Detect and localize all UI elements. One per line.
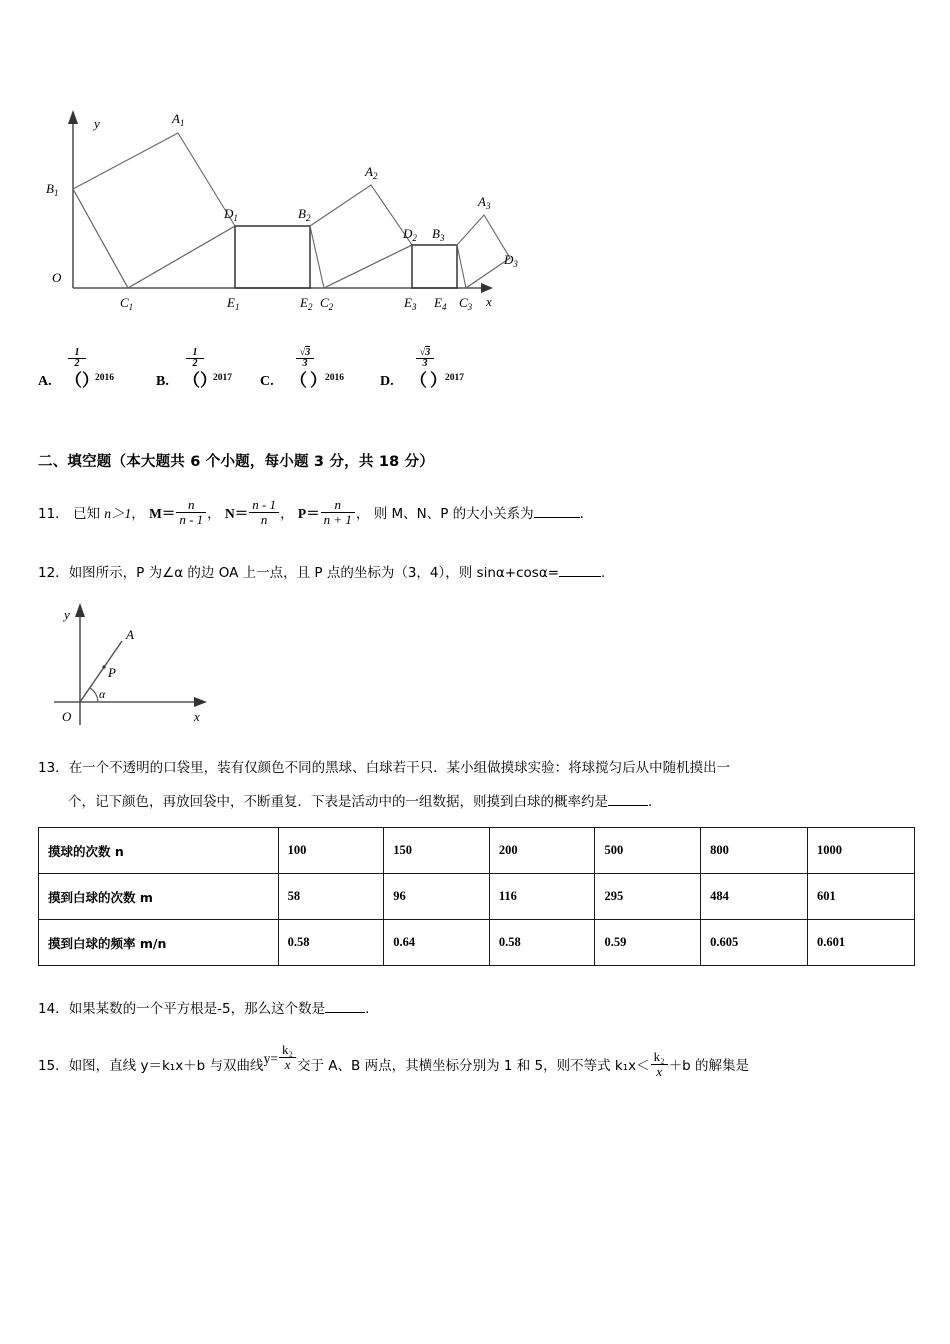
label-O: O — [62, 709, 72, 724]
row-header-trials: 摸球的次数 n — [39, 828, 279, 874]
cell-freq-3: 0.58 — [489, 920, 595, 966]
cell-white-2: 96 — [384, 874, 490, 920]
table-row — [39, 828, 915, 874]
label-D1: $D_1$ — [224, 206, 238, 223]
label-D3: $D_3$ — [504, 252, 518, 269]
x-axis-arrow — [194, 697, 207, 707]
q11-P-fraction — [321, 498, 355, 527]
point-P-marker — [102, 665, 105, 668]
q11-P-numerator: n — [334, 497, 341, 512]
square-2 — [310, 185, 412, 288]
label-B1: $B_1$ — [46, 181, 59, 198]
cell-freq-1: 0.58 — [278, 920, 384, 966]
seg-C1-D1 — [128, 226, 235, 288]
label-x: x — [486, 294, 492, 309]
cell-trials-6: 1000 — [808, 828, 915, 874]
choice-A-denominator: 2 — [74, 358, 80, 370]
q15-part1: 如图，直线 y＝k₁x＋b 与双曲线 — [68, 1058, 264, 1075]
cell-freq-5: 0.605 — [701, 920, 808, 966]
question-13-line-2 — [68, 789, 652, 815]
probability-table — [38, 827, 915, 966]
cell-freq-4: 0.59 — [595, 920, 701, 966]
right-paren: ） — [82, 371, 99, 390]
question-13-line-1 — [38, 755, 730, 781]
choice-C-denominator: 3 — [302, 358, 308, 370]
choice-D-label: D. — [380, 374, 394, 389]
question-15 — [38, 1042, 750, 1080]
label-alpha: α — [99, 687, 106, 701]
q12-number: 12． — [38, 565, 69, 581]
cell-trials-1: 100 — [278, 828, 384, 874]
q11-N-numerator: n - 1 — [252, 497, 277, 512]
label-D2: $D_2$ — [403, 226, 417, 243]
q13-number: 13． — [38, 760, 69, 776]
label-A2: $A_2$ — [365, 164, 378, 181]
q11-P-label: P＝ — [297, 506, 320, 522]
q11-condition: n＞1 — [104, 506, 132, 522]
label-E2: $E_2$ — [300, 295, 313, 312]
choice-C-label: C. — [260, 374, 274, 389]
q15-function-expression — [263, 1042, 297, 1073]
label-B3: $B_3$ — [432, 226, 445, 243]
q12-answer-blank[interactable] — [559, 576, 601, 577]
q11-tail: 则 M、N、P 的大小关系为 — [373, 506, 534, 523]
choice-A-numerator: 1 — [74, 346, 80, 358]
q15-func-denominator: x — [284, 1057, 291, 1073]
choice-C-exponent: 2016 — [325, 373, 344, 383]
q13-line2: 个，记下颜色，再放回袋中，不断重复．下表是活动中的一组数据，则摸到白球的概率约是 — [68, 794, 608, 810]
q11-N-denominator: n — [260, 512, 268, 528]
square-3 — [457, 215, 510, 288]
q13-answer-blank[interactable] — [608, 805, 648, 806]
choice-D-denominator: 3 — [422, 358, 428, 370]
label-A1: $A_1$ — [172, 111, 185, 128]
cell-freq-2: 0.64 — [384, 920, 490, 966]
q13-line1: 在一个不透明的口袋里，装有仅颜色不同的黑球、白球若干只．某小组做摸球实验：将球搅匀后从中随机摸出一 — [68, 760, 731, 776]
q11-M-denominator: n - 1 — [179, 512, 204, 528]
q11-N-label: N＝ — [224, 506, 249, 522]
right-paren: ） — [430, 371, 447, 390]
table-row — [39, 920, 915, 966]
q14-period: . — [365, 1001, 370, 1017]
rect-1 — [235, 226, 310, 288]
x-axis-arrow — [481, 283, 493, 293]
q14-text: 如果某数的一个平方根是‑5，那么这个数是 — [68, 1001, 326, 1017]
figure-1-svg — [38, 92, 518, 320]
choice-B-label: B. — [156, 374, 169, 389]
row-header-white-count: 摸到白球的次数 m — [39, 874, 279, 920]
q11-P-denominator: n + 1 — [323, 512, 352, 528]
q15-ineq-numerator: k₂ — [653, 1049, 665, 1064]
cell-trials-5: 800 — [701, 828, 808, 874]
q15-part3: ＋b 的解集是 — [668, 1058, 750, 1075]
q11-number: 11． — [38, 506, 69, 523]
y-axis-arrow — [68, 110, 78, 124]
cell-white-5: 484 — [701, 874, 808, 920]
label-P: P — [108, 665, 116, 680]
label-E3: $E_3$ — [404, 295, 417, 312]
label-C3: $C_3$ — [459, 295, 473, 312]
q15-part2: 交于 A、B 两点，其横坐标分别为 1 和 5，则不等式 k₁x＜ — [296, 1058, 650, 1075]
q12-period: . — [601, 565, 606, 581]
figure-ray-OA — [42, 597, 212, 732]
choice-D-exponent: 2017 — [445, 373, 464, 383]
seg-B1-C1 — [73, 189, 128, 288]
row-header-frequency: 摸到白球的频率 m/n — [39, 920, 279, 966]
q15-number: 15． — [38, 1058, 69, 1075]
label-x: x — [194, 709, 200, 724]
q11-M-label: M＝ — [149, 506, 176, 522]
label-E1: $E_1$ — [227, 295, 240, 312]
q11-lead: 已知 — [72, 506, 100, 523]
cell-trials-2: 150 — [384, 828, 490, 874]
cell-white-1: 58 — [278, 874, 384, 920]
q11-comma-3: ， — [280, 506, 294, 523]
cell-trials-4: 500 — [595, 828, 701, 874]
q15-function-fraction — [279, 1043, 296, 1072]
choice-A-label: A. — [38, 374, 52, 389]
label-E4: $E_4$ — [434, 295, 447, 312]
question-11 — [38, 498, 584, 527]
choice-A-exponent: 2016 — [95, 373, 114, 383]
left-paren: （ — [65, 371, 82, 390]
left-paren: （ — [290, 371, 307, 390]
q11-answer-blank[interactable] — [534, 517, 580, 518]
choice-B-denominator: 2 — [192, 358, 198, 370]
choice-B-numerator: 1 — [192, 346, 198, 358]
choice-C-numerator — [292, 348, 318, 359]
cell-freq-6: 0.601 — [808, 920, 915, 966]
cell-white-4: 295 — [595, 874, 701, 920]
seg-C2-D2 — [324, 245, 412, 288]
y-axis-arrow — [75, 603, 85, 617]
right-paren: ） — [310, 371, 327, 390]
q14-answer-blank[interactable] — [325, 1012, 365, 1013]
square-1 — [73, 133, 235, 288]
sqrt-icon: √3 — [419, 346, 431, 358]
q11-comma-2: ， — [207, 506, 221, 523]
left-paren: （ — [183, 371, 200, 390]
q11-N-fraction — [249, 498, 279, 527]
q11-M-numerator: n — [188, 497, 195, 512]
cell-white-6: 601 — [808, 874, 915, 920]
question-12 — [38, 560, 605, 586]
q11-period: . — [579, 506, 584, 523]
question-14 — [38, 996, 369, 1022]
label-A3: $A_3$ — [478, 194, 491, 211]
q15-inequality-fraction — [651, 1050, 668, 1079]
q11-comma-1: ， — [131, 506, 145, 523]
q15-func-numerator: k₂ — [281, 1042, 293, 1057]
label-C1: $C_1$ — [120, 295, 134, 312]
label-y: y — [94, 116, 100, 131]
q14-number: 14． — [38, 1001, 69, 1017]
choice-D-numerator — [412, 348, 438, 359]
q11-comma-4: ， — [355, 506, 370, 523]
label-C2: $C_2$ — [320, 295, 334, 312]
label-O: O — [52, 270, 62, 285]
q15-y-equals: y= — [263, 1051, 278, 1067]
cell-white-3: 116 — [489, 874, 595, 920]
section-heading: 二、填空题（本大题共 6 个小题，每小题 3 分，共 18 分） — [38, 454, 435, 470]
q13-period: . — [648, 794, 653, 810]
figure-nested-squares — [38, 92, 518, 320]
table-row — [39, 874, 915, 920]
figure-2-svg — [42, 597, 212, 732]
right-paren: ） — [200, 371, 217, 390]
left-paren: （ — [410, 371, 427, 390]
rect-2 — [412, 245, 457, 288]
label-y: y — [64, 607, 70, 622]
choice-row — [38, 330, 508, 392]
cell-trials-3: 200 — [489, 828, 595, 874]
choice-B-exponent: 2017 — [213, 373, 232, 383]
sqrt-icon: √3 — [299, 346, 311, 358]
label-A: A — [126, 627, 134, 642]
q15-ineq-denominator: x — [656, 1064, 663, 1080]
angle-arc — [90, 688, 98, 702]
q11-M-fraction — [176, 498, 206, 527]
label-B2: $B_2$ — [298, 206, 311, 223]
q12-text: 如图所示，P 为∠α 的边 OA 上一点，且 P 点的坐标为（3，4），则 sinα+cosα= — [68, 565, 560, 581]
